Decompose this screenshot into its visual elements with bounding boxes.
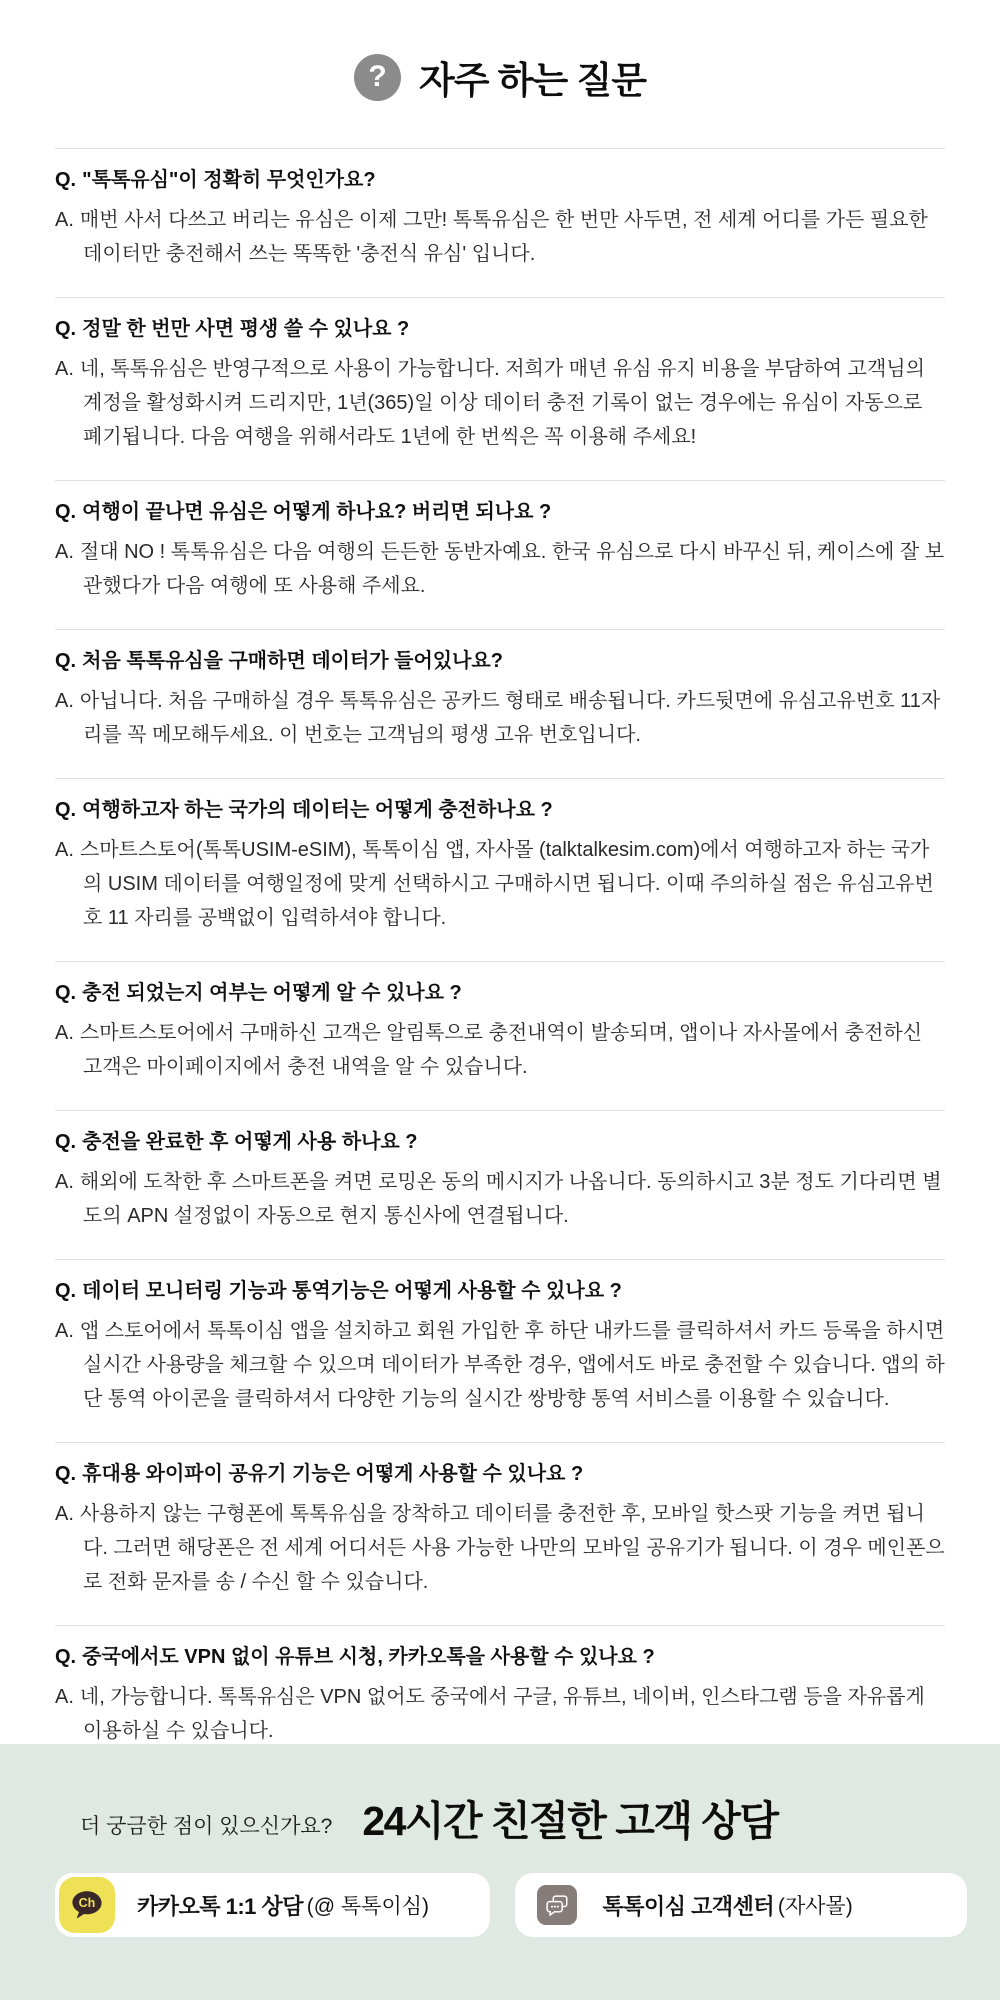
question-prefix: Q.: [55, 1463, 77, 1485]
contact-buttons: [55, 1873, 967, 1937]
faq-answer: [55, 1680, 945, 1748]
faq-question-text: 충전을 완료한 후 어떻게 사용 하나요 ?: [82, 1131, 418, 1153]
faq-item: [55, 961, 945, 1110]
question-prefix: Q.: [55, 1646, 77, 1668]
faq-question-text: 데이터 모니터링 기능과 통역기능은 어떻게 사용할 수 있나요 ?: [82, 1280, 622, 1302]
faq-item: [55, 1110, 945, 1259]
faq-question-text: 여행이 끝나면 유심은 어떻게 하나요? 버리면 되나요 ?: [82, 501, 552, 523]
faq-answer-text: 네, 가능합니다. 톡톡유심은 VPN 없어도 중국에서 구글, 유튜브, 네이버, 인스타그램 등을 자유롭게 이용하실 수 있습니다.: [79, 1686, 925, 1742]
faq-question: [55, 795, 945, 825]
question-prefix: Q.: [55, 1280, 77, 1302]
faq-question: [55, 497, 945, 527]
faq-item: [55, 1259, 945, 1442]
faq-answer-text: 스마트스토어(톡톡USIM-eSIM), 톡톡이심 앱, 자사몰 (talktalkesim.com)에서 여행하고자 하는 국가의 USIM 데이터를 여행일정에 맞게 선택하시고 구매하시면 됩니다. 이때 주의하실 점은 유심고유번호 11 자리를 공백없이 입력하셔야 합니다.: [79, 839, 934, 929]
customer-center-button[interactable]: [515, 1873, 968, 1937]
question-mark-glyph: ?: [368, 60, 387, 93]
faq-answer-text: 아닙니다. 처음 구매하실 경우 톡톡유심은 공카드 형태로 배송됩니다. 카드뒷면에 유심고유번호 11자리를 꼭 메모해두세요. 이 번호는 고객님의 평생 고유 번호입니다.: [79, 690, 941, 746]
customer-center-label: 톡톡이심 고객센터: [602, 1893, 775, 1919]
faq-item: [55, 629, 945, 778]
contact-head: [0, 1744, 1000, 1847]
faq-item: [55, 1442, 945, 1625]
faq-question: [55, 165, 945, 195]
svg-text:Ch: Ch: [78, 1896, 96, 1911]
answer-prefix: A.: [55, 1171, 74, 1193]
faq-answer: [55, 1165, 945, 1233]
faq-answer-text: 사용하지 않는 구형폰에 톡톡유심을 장착하고 데이터를 충전한 후, 모바일 핫스팟 기능을 켜면 됩니다. 그러면 해당폰은 전 세계 어디서든 사용 가능한 나만의 모바일 공유기가 됩니다. 이 경우 메인폰으로 전화 문자를 송 / 수신 할 수 있습니다.: [79, 1503, 945, 1593]
answer-prefix: A.: [55, 690, 74, 712]
faq-answer-text: 앱 스토어에서 톡톡이심 앱을 설치하고 회원 가입한 후 하단 내카드를 클릭하셔서 카드 등록을 하시면 실시간 사용량을 체크할 수 있으며 데이터가 부족한 경우, 앱에서도 바로 충전할 수 있습니다. 앱의 하단 통역 아이콘을 클릭하셔서 다양한 기능의 실시간 쌍방향 통역 서비스를 이용할 수 있습니다.: [79, 1320, 945, 1410]
faq-question-text: 정말 한 번만 사면 평생 쓸 수 있나요 ?: [82, 318, 410, 340]
page-title: 자주 하는 질문: [418, 60, 646, 101]
faq-answer: [55, 1016, 945, 1084]
question-prefix: Q.: [55, 650, 77, 672]
faq-question: [55, 978, 945, 1008]
faq-header: [0, 0, 1000, 104]
question-prefix: Q.: [55, 1131, 77, 1153]
faq-answer: [55, 352, 945, 454]
faq-answer: [55, 684, 945, 752]
faq-question: [55, 314, 945, 344]
kakao-button-label: 카카오톡 1:1 상담: [137, 1893, 304, 1919]
faq-question-text: 중국에서도 VPN 없이 유튜브 시청, 카카오톡을 사용할 수 있나요 ?: [82, 1646, 655, 1668]
answer-prefix: A.: [55, 1503, 74, 1525]
faq-question-text: 처음 톡톡유심을 구매하면 데이터가 들어있나요?: [82, 650, 503, 672]
answer-prefix: A.: [55, 1320, 74, 1342]
question-mark-icon: [354, 54, 401, 101]
faq-question-text: "톡톡유심"이 정확히 무엇인가요?: [82, 169, 376, 191]
answer-prefix: A.: [55, 839, 74, 861]
chat-bubble-icon: [537, 1885, 577, 1925]
faq-item: [55, 148, 945, 297]
answer-prefix: A.: [55, 541, 74, 563]
faq-question: [55, 1459, 945, 1489]
faq-answer: [55, 203, 945, 271]
kakao-button-suffix: (@ 톡톡이심): [306, 1895, 430, 1918]
faq-answer-text: 해외에 도착한 후 스마트폰을 켜면 로밍온 동의 메시지가 나옵니다. 동의하시고 3분 정도 기다리면 별도의 APN 설정없이 자동으로 현지 통신사에 연결됩니다.: [79, 1171, 942, 1227]
kakao-consult-button[interactable]: [55, 1873, 490, 1937]
answer-prefix: A.: [55, 1022, 74, 1044]
contact-title: 24시간 친절한 고객 상담: [362, 1798, 778, 1844]
question-prefix: Q.: [55, 501, 77, 523]
question-prefix: Q.: [55, 799, 77, 821]
faq-question-text: 충전 되었는지 여부는 어떻게 알 수 있나요 ?: [82, 982, 462, 1004]
faq-question: [55, 646, 945, 676]
question-prefix: Q.: [55, 982, 77, 1004]
faq-question-text: 여행하고자 하는 국가의 데이터는 어떻게 충전하나요 ?: [82, 799, 553, 821]
faq-answer-text: 스마트스토어에서 구매하신 고객은 알림톡으로 충전내역이 발송되며, 앱이나 자사몰에서 충전하신 고객은 마이페이지에서 충전 내역을 알 수 있습니다.: [79, 1022, 923, 1078]
answer-prefix: A.: [55, 209, 74, 231]
faq-list: [55, 148, 945, 1774]
faq-answer-text: 절대 NO ! 톡톡유심은 다음 여행의 든든한 동반자예요. 한국 유심으로 다시 바꾸신 뒤, 케이스에 잘 보관했다가 다음 여행에 또 사용해 주세요.: [79, 541, 945, 597]
faq-answer-text: 네, 톡톡유심은 반영구적으로 사용이 가능합니다. 저희가 매년 유심 유지 비용을 부담하여 고객님의 계정을 활성화시켜 드리지만, 1년(365)일 이상 데이터 충전 기록이 없는 경우에는 유심이 자동으로 폐기됩니다. 다음 여행을 위해서라도 1년에 한 번씩은 꼭 이용해 주세요!: [79, 358, 925, 448]
contact-section: [0, 1744, 1000, 2000]
faq-item: [55, 480, 945, 629]
faq-question: [55, 1642, 945, 1672]
question-prefix: Q.: [55, 318, 77, 340]
contact-prompt: 더 궁금한 점이 있으신가요?: [80, 1815, 333, 1838]
answer-prefix: A.: [55, 1686, 74, 1708]
faq-answer: [55, 833, 945, 935]
faq-question-text: 휴대용 와이파이 공유기 기능은 어떻게 사용할 수 있나요 ?: [82, 1463, 584, 1485]
faq-answer: [55, 535, 945, 603]
faq-item: [55, 778, 945, 961]
faq-question: [55, 1276, 945, 1306]
customer-center-suffix: (자사몰): [777, 1895, 853, 1918]
kakao-channel-icon: [59, 1877, 115, 1933]
faq-item: [55, 297, 945, 480]
faq-answer: [55, 1314, 945, 1416]
faq-question: [55, 1127, 945, 1157]
answer-prefix: A.: [55, 358, 74, 380]
faq-answer: [55, 1497, 945, 1599]
faq-answer-text: 매번 사서 다쓰고 버리는 유심은 이제 그만! 톡톡유심은 한 번만 사두면, 전 세계 어디를 가든 필요한 데이터만 충전해서 쓰는 똑똑한 '충전식 유심' 입니다.: [79, 209, 928, 265]
question-prefix: Q.: [55, 169, 77, 191]
